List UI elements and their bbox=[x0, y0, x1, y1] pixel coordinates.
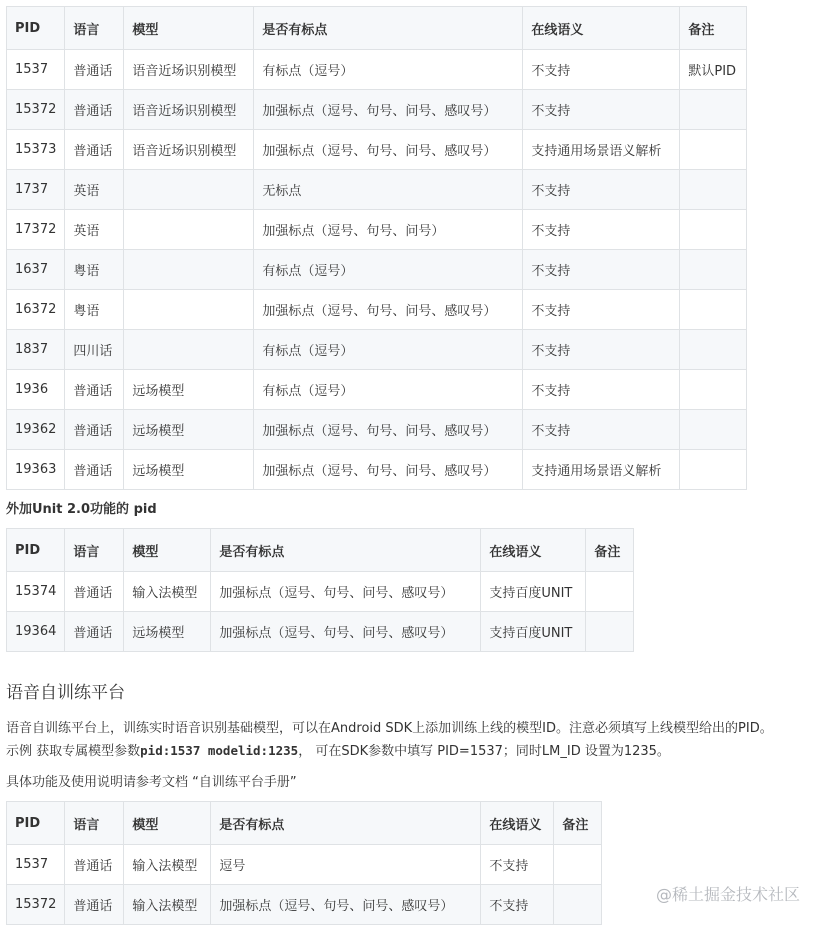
table-cell: 不支持 bbox=[523, 50, 680, 90]
table-cell: 加强标点（逗号、句号、问号、感叹号） bbox=[211, 612, 481, 652]
unit-pid-table bbox=[6, 528, 634, 652]
table-cell: 语音近场识别模型 bbox=[124, 50, 254, 90]
table-row bbox=[7, 370, 747, 410]
table-cell: 加强标点（逗号、句号、问号、感叹号） bbox=[254, 130, 523, 170]
watermark: @稀土掘金技术社区 bbox=[655, 885, 800, 904]
table-cell bbox=[124, 330, 254, 370]
table-cell bbox=[554, 885, 602, 925]
table-cell: 普通话 bbox=[65, 410, 124, 450]
table-cell: 无标点 bbox=[254, 170, 523, 210]
table-cell: 默认PID bbox=[680, 50, 747, 90]
table-cell: 不支持 bbox=[523, 330, 680, 370]
table-row bbox=[7, 410, 747, 450]
table-cell: 粤语 bbox=[65, 290, 124, 330]
table-cell: 支持通用场景语义解析 bbox=[523, 130, 680, 170]
table-cell: 加强标点（逗号、句号、问号、感叹号） bbox=[254, 90, 523, 130]
table-cell bbox=[124, 170, 254, 210]
table-cell: 1936 bbox=[7, 370, 65, 410]
table-cell: 加强标点（逗号、句号、问号、感叹号） bbox=[254, 290, 523, 330]
table-row bbox=[7, 250, 747, 290]
column-header: PID bbox=[7, 7, 65, 50]
table-cell: 加强标点（逗号、句号、问号、感叹号） bbox=[211, 572, 481, 612]
table-cell: 普通话 bbox=[65, 130, 124, 170]
section-paragraph-3: 具体功能及使用说明请参考文档 “自训练平台手册” bbox=[6, 775, 297, 790]
table-cell: 支持百度UNIT bbox=[481, 572, 586, 612]
table-cell: 不支持 bbox=[523, 90, 680, 130]
table-cell: 远场模型 bbox=[124, 450, 254, 490]
table-cell: 逗号 bbox=[211, 845, 481, 885]
table-cell bbox=[680, 410, 747, 450]
column-header: 在线语义 bbox=[523, 7, 680, 50]
table-cell: 支持通用场景语义解析 bbox=[523, 450, 680, 490]
table-row bbox=[7, 612, 634, 652]
table-cell: 不支持 bbox=[481, 885, 554, 925]
table-cell: 英语 bbox=[65, 170, 124, 210]
table-cell bbox=[586, 612, 634, 652]
column-header: 语言 bbox=[65, 529, 124, 572]
table-cell bbox=[680, 130, 747, 170]
table-cell: 1537 bbox=[7, 845, 65, 885]
table-cell: 17372 bbox=[7, 210, 65, 250]
table-cell: 1737 bbox=[7, 170, 65, 210]
unit-pid-caption: 外加Unit 2.0功能的 pid bbox=[6, 502, 157, 517]
section-heading: 语音自训练平台 bbox=[6, 683, 125, 703]
table-cell: 英语 bbox=[65, 210, 124, 250]
self-train-table bbox=[6, 801, 602, 925]
table-cell: 有标点（逗号） bbox=[254, 330, 523, 370]
table-cell: 输入法模型 bbox=[124, 572, 211, 612]
table-row bbox=[7, 885, 602, 925]
table-cell: 不支持 bbox=[523, 290, 680, 330]
table-row bbox=[7, 450, 747, 490]
example-prefix: 示例 获取专属模型参数 bbox=[6, 744, 141, 759]
table-cell: 普通话 bbox=[65, 612, 124, 652]
table-header-row bbox=[7, 7, 747, 50]
table-row bbox=[7, 90, 747, 130]
table-cell: 16372 bbox=[7, 290, 65, 330]
table-cell bbox=[680, 250, 747, 290]
table-row bbox=[7, 170, 747, 210]
table-cell: 普通话 bbox=[65, 370, 124, 410]
table-row bbox=[7, 130, 747, 170]
table-cell: 输入法模型 bbox=[124, 885, 211, 925]
table-header-row bbox=[7, 529, 634, 572]
table-cell: 远场模型 bbox=[124, 410, 254, 450]
section-paragraph-1: 语音自训练平台上，训练实时语音识别基础模型，可以在Android SDK上添加训练上线的模型ID。注意必须填写上线模型给出的PID。 bbox=[6, 721, 773, 736]
table-cell bbox=[680, 330, 747, 370]
table-row bbox=[7, 572, 634, 612]
section-paragraph-2 bbox=[6, 740, 670, 759]
column-header: 模型 bbox=[124, 529, 211, 572]
table-cell: 加强标点（逗号、句号、问号） bbox=[254, 210, 523, 250]
table-cell bbox=[124, 250, 254, 290]
table-cell: 15373 bbox=[7, 130, 65, 170]
table-cell: 输入法模型 bbox=[124, 845, 211, 885]
table-cell bbox=[680, 90, 747, 130]
table-cell bbox=[680, 290, 747, 330]
column-header: 备注 bbox=[680, 7, 747, 50]
column-header: 备注 bbox=[586, 529, 634, 572]
table-cell bbox=[680, 450, 747, 490]
table-cell: 远场模型 bbox=[124, 612, 211, 652]
table-cell: 不支持 bbox=[523, 250, 680, 290]
table-cell: 有标点（逗号） bbox=[254, 250, 523, 290]
table-cell: 普通话 bbox=[65, 885, 124, 925]
table-row bbox=[7, 845, 602, 885]
column-header: 是否有标点 bbox=[211, 802, 481, 845]
table-cell: 普通话 bbox=[65, 845, 124, 885]
table-cell: 语音近场识别模型 bbox=[124, 130, 254, 170]
table-cell bbox=[124, 290, 254, 330]
column-header: 备注 bbox=[554, 802, 602, 845]
table-cell: 19363 bbox=[7, 450, 65, 490]
pid-table bbox=[6, 6, 747, 490]
table-cell: 不支持 bbox=[523, 170, 680, 210]
table-cell bbox=[680, 210, 747, 250]
table-cell: 远场模型 bbox=[124, 370, 254, 410]
table-cell: 不支持 bbox=[523, 410, 680, 450]
table-cell: 有标点（逗号） bbox=[254, 370, 523, 410]
table-cell: 不支持 bbox=[523, 210, 680, 250]
table-cell: 普通话 bbox=[65, 572, 124, 612]
table-cell: 支持百度UNIT bbox=[481, 612, 586, 652]
column-header: 模型 bbox=[124, 7, 254, 50]
example-suffix: ， 可在SDK参数中填写 PID=1537；同时LM_ID 设置为1235。 bbox=[298, 744, 670, 759]
column-header: 在线语义 bbox=[481, 802, 554, 845]
column-header: PID bbox=[7, 529, 65, 572]
column-header: 是否有标点 bbox=[254, 7, 523, 50]
table-cell bbox=[554, 845, 602, 885]
table-cell: 普通话 bbox=[65, 50, 124, 90]
table-cell: 不支持 bbox=[481, 845, 554, 885]
column-header: 是否有标点 bbox=[211, 529, 481, 572]
table-cell bbox=[586, 572, 634, 612]
table-row bbox=[7, 330, 747, 370]
table-row bbox=[7, 290, 747, 330]
table-cell: 不支持 bbox=[523, 370, 680, 410]
table-cell bbox=[124, 210, 254, 250]
table-header-row bbox=[7, 802, 602, 845]
column-header: 语言 bbox=[65, 7, 124, 50]
table-cell: 四川话 bbox=[65, 330, 124, 370]
table-cell: 语音近场识别模型 bbox=[124, 90, 254, 130]
table-cell: 15372 bbox=[7, 90, 65, 130]
table-cell: 15372 bbox=[7, 885, 65, 925]
table-cell: 普通话 bbox=[65, 90, 124, 130]
column-header: 模型 bbox=[124, 802, 211, 845]
table-cell: 有标点（逗号） bbox=[254, 50, 523, 90]
table-cell: 粤语 bbox=[65, 250, 124, 290]
table-row bbox=[7, 50, 747, 90]
table-cell: 加强标点（逗号、句号、问号、感叹号） bbox=[211, 885, 481, 925]
table-cell: 19362 bbox=[7, 410, 65, 450]
table-cell: 加强标点（逗号、句号、问号、感叹号） bbox=[254, 450, 523, 490]
table-cell: 1637 bbox=[7, 250, 65, 290]
table-cell bbox=[680, 370, 747, 410]
table-cell: 1537 bbox=[7, 50, 65, 90]
table-cell: 15374 bbox=[7, 572, 65, 612]
table-cell: 19364 bbox=[7, 612, 65, 652]
table-cell: 1837 bbox=[7, 330, 65, 370]
column-header: 在线语义 bbox=[481, 529, 586, 572]
table-cell: 加强标点（逗号、句号、问号、感叹号） bbox=[254, 410, 523, 450]
column-header: 语言 bbox=[65, 802, 124, 845]
column-header: PID bbox=[7, 802, 65, 845]
table-cell bbox=[680, 170, 747, 210]
table-row bbox=[7, 210, 747, 250]
table-cell: 普通话 bbox=[65, 450, 124, 490]
example-code: pid:1537 modelid:1235 bbox=[140, 743, 299, 758]
